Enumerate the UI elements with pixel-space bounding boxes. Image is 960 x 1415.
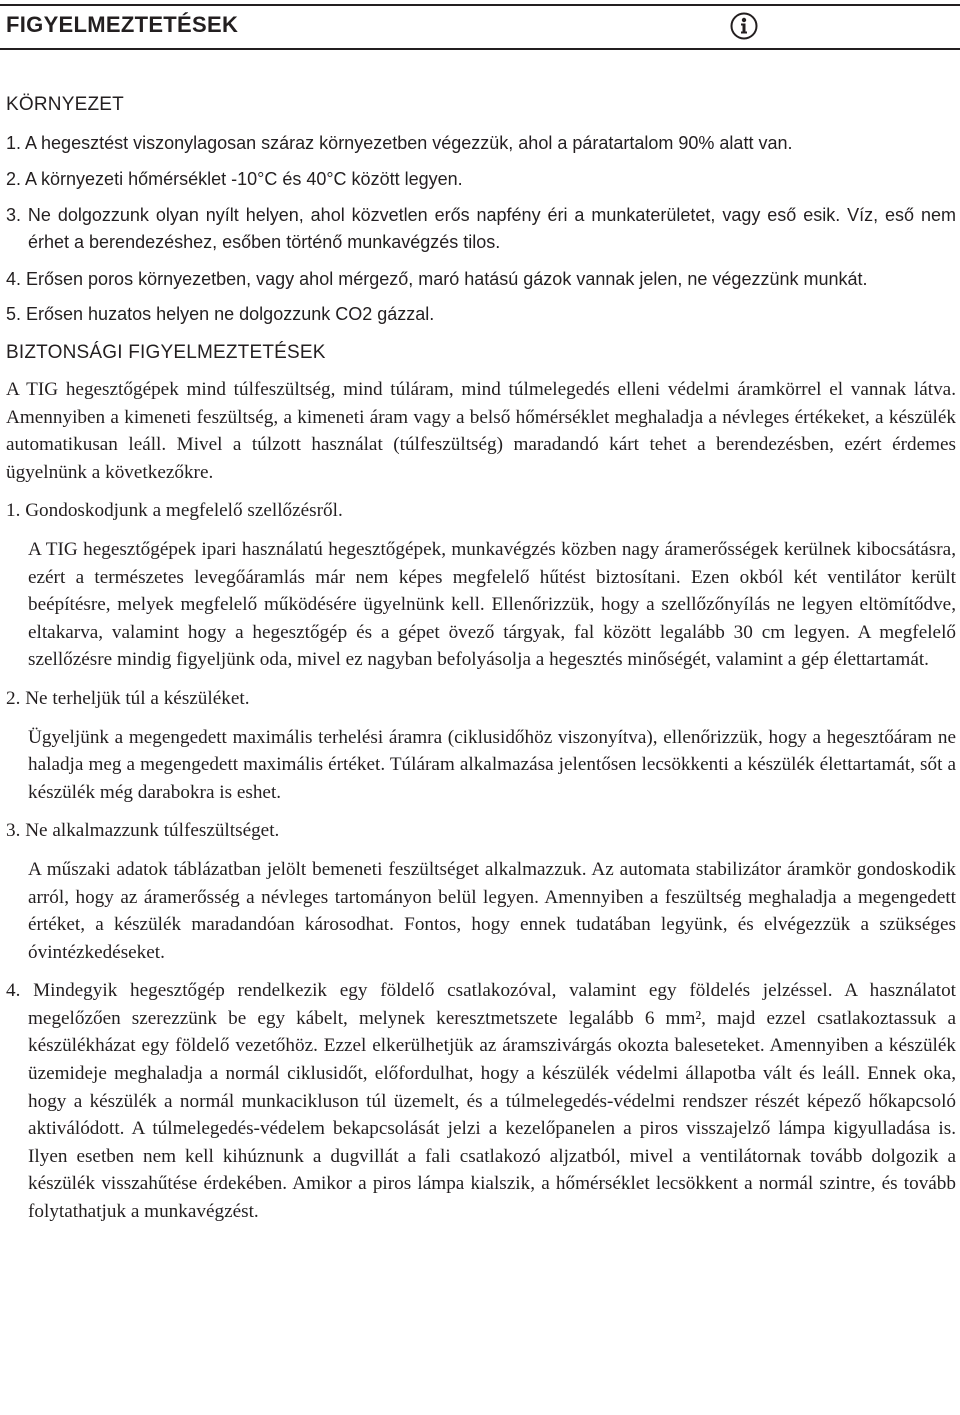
- safety-intro: A TIG hegesztőgépek mind túlfeszültség, mind túláram, mind túlmelegedés elleni védelmi áramkörrel el vannak látva. Amennyiben a kimeneti feszültség, a kimeneti áram vagy a belső hőmérséklet meghaladja a névleges értékeket, a készülék automatikusan leáll. Mivel a túlzott használat (túlfeszültség) maradandó kárt tehet a berendezésben, ezért érdemes ügyelnünk a következőkre.: [6, 379, 956, 483]
- page-header: [6, 10, 960, 44]
- safety-item-4: 4. Mindegyik hegesztőgép rendelkezik egy földelő csatlakozóval, valamint egy földelés jelzéssel. A használatot megelőzően szerezzünk be egy kábelt, melynek keresztmetszete legalább 6 mm², majd ezzel csatlakoztassuk a készülékházat egy földelő vezetőhöz. Ezzel elkerülhetjük az áramszivárgás okozta baleseteket. Amennyiben a készülék üzemideje meghaladja a normál ciklusidőt, előfordulhat, hogy a készülék védelmi állapotba vált és leáll. Ennek oka, hogy a készülék a normál munkacikluson túl üzemelt, és a túlmelegedés-védelmi rendszer részét képező hőkapcsoló aktiválódott. A túlmelegedés-védelem bekapcsolását jelzi a kezelőpanelen a piros visszajelző lámpa kigyulladása is. Ilyen esetben nem kell kihúznunk a dugvillát a fali csatlakozó aljzatból, mivel a ventilátornak tovább dolgozik a készülék visszahűtése érdekében. Amikor a piros lámpa kialszik, a hőmérséklet lecsökkent a normál szintre, és tovább folytathatjuk a munkavégzést.: [6, 980, 956, 1223]
- environment-heading: KÖRNYEZET: [6, 94, 124, 115]
- environment-item-2: 2. A környezeti hőmérséklet -10°C és 40°C között legyen.: [6, 169, 463, 189]
- safety-item-2-text: Ügyeljünk a megengedett maximális terhelési áramra (ciklusidőhöz viszonyítva), ellenőrizzük, hogy a hegesztőáram ne haladja meg a megengedett maximális értéket. Túláram alkalmazása jelentősen lecsökkenti a készülék élettartamát, sőt a készülék még darabokra is eshet.: [28, 726, 956, 803]
- page-title: FIGYELMEZTETÉSEK: [6, 12, 239, 37]
- header-rule: [0, 48, 960, 50]
- safety-item-1-text: A TIG hegesztőgépek ipari használatú hegesztőgépek, munkavégzés közben nagy áramerősségek kerülnek kibocsátásra, ezért a természetes levegőáramlás már nem képes megfelelő hűtést biztosítani. Ezen okból két ventilátor került beépítésre, melyek megfelelő működésére ügyelnünk kell. Ellenőrizzük, hogy a szellőzőnyílás ne legyen eltömítődve, eltakarva, valamint hogy a hegesztőgép és a gépet övező tárgyak, fal között legalább 30 cm legyen. A megfelelő szellőzésre mindig figyeljünk oda, mivel ez nagyban befolyásolja a hegesztés minőségét, valamint a gép élettartamát.: [28, 538, 956, 671]
- environment-item-3: 3. Ne dolgozzunk olyan nyílt helyen, ahol közvetlen erős napfény éri a munkaterületet, vagy eső esik. Víz, eső nem érhet a berendezéshez, esőben történő munkavégzés tilos.: [6, 205, 956, 252]
- environment-item-5: 5. Erősen huzatos helyen ne dolgozzunk CO2 gázzal.: [6, 304, 435, 324]
- top-rule: [0, 4, 960, 6]
- safety-item-3-text: A műszaki adatok táblázatban jelölt bemeneti feszültséget alkalmazzuk. Az automata stabilizátor áramkör gondoskodik arról, hogy az áramerősség a névleges tartományon belül legyen. Amennyiben a feszültség meghaladja a megengedett értéket, a készülék maradandóan károsodhat. Fontos, hogy ennek tudatában legyünk, és elvégezzük a szükséges óvintézkedéseket.: [28, 858, 956, 963]
- info-icon: [730, 12, 758, 40]
- safety-item-3-title: 3. Ne alkalmazzunk túlfeszültséget.: [6, 820, 280, 842]
- environment-item-1: 1. A hegesztést viszonylagosan száraz környezetben végezzük, ahol a páratartalom 90% alatt van.: [6, 133, 793, 153]
- safety-item-2-title: 2. Ne terheljük túl a készüléket.: [6, 687, 250, 709]
- content: [6, 92, 956, 1226]
- safety-item-1-title: 1. Gondoskodjunk a megfelelő szellőzésről.: [6, 500, 343, 522]
- safety-heading: BIZTONSÁGI FIGYELMEZTETÉSEK: [6, 342, 326, 363]
- environment-item-4: 4. Erősen poros környezetben, vagy ahol mérgező, maró hatású gázok vannak jelen, ne végezzünk munkát.: [6, 269, 868, 289]
